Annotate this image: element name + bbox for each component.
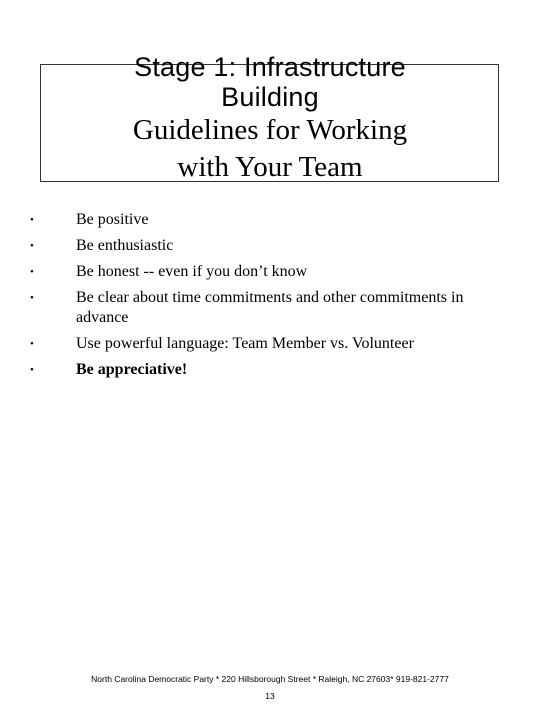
footer-organization-line: North Carolina Democratic Party * 220 Hillsborough Street * Raleigh, NC 27603* 919-821-2777 <box>91 674 449 684</box>
list-item <box>30 236 510 256</box>
title-line-2: Building <box>221 82 319 112</box>
list-item-text: Be enthusiastic <box>76 237 174 254</box>
bullet-icon: • <box>30 364 34 376</box>
list-item-text: Be positive <box>76 211 149 228</box>
bullet-icon: • <box>30 214 34 226</box>
page-number: 13 <box>265 691 275 701</box>
title-line-3: Guidelines for Working <box>132 114 408 146</box>
page-footer <box>0 674 540 702</box>
list-item-text: Be honest -- even if you don’t know <box>76 263 308 280</box>
title-line-1: Stage 1: Infrastructure <box>134 52 406 82</box>
bullet-icon: • <box>30 240 34 252</box>
slide-title <box>0 52 540 186</box>
bullet-icon: • <box>30 338 34 350</box>
guidelines-list <box>30 210 510 386</box>
list-item-text: Use powerful language: Team Member vs. Volunteer <box>76 335 414 352</box>
list-item-text: Be appreciative! <box>76 361 188 378</box>
list-item-text: Be clear about time commitments and other commitments in advance <box>76 289 464 326</box>
list-item <box>30 360 510 380</box>
bullet-icon: • <box>30 266 34 278</box>
bullet-icon: • <box>30 292 34 304</box>
list-item <box>30 210 510 230</box>
title-line-4: with Your Team <box>177 151 363 183</box>
list-item <box>30 334 510 354</box>
list-item <box>30 262 510 282</box>
list-item <box>30 288 510 328</box>
